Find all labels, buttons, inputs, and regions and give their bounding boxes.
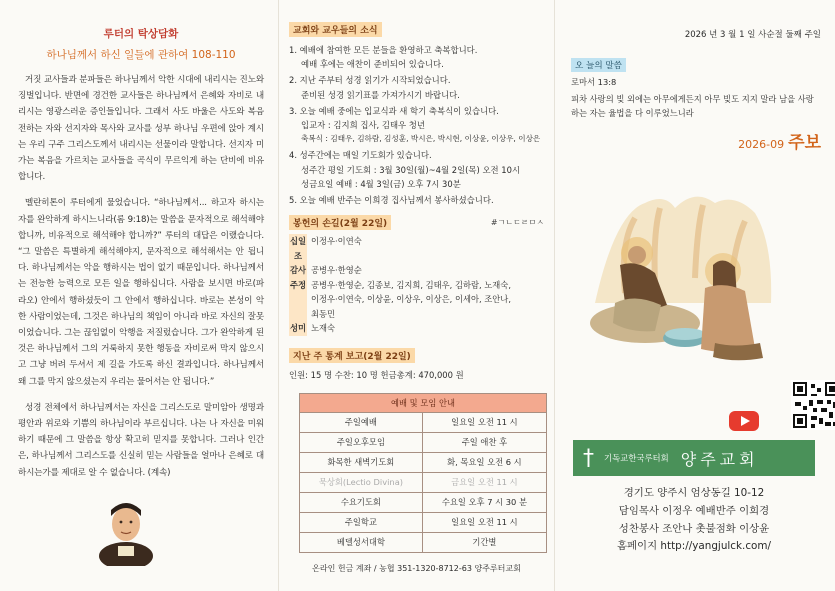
panel-cover [554, 0, 835, 591]
offering-row [289, 263, 544, 278]
offering-row [289, 234, 544, 263]
verse-text: 피차 사랑의 빚 외에는 아무에게든지 아무 빚도 지지 말라 남을 사랑하는 자는 율법을 다 이루었느니라 [571, 94, 814, 118]
schedule-time: 일요일 오전 11 시 [422, 412, 546, 432]
stats-text: 인원: 15 명 수찬: 10 명 헌금총계: 470,000 원 [289, 369, 464, 380]
stats-heading: 지난 주 통계 보고(2월 22일) [289, 348, 415, 363]
issue-number: 2026-09 [738, 138, 785, 151]
youtube-icon[interactable] [729, 411, 759, 431]
news-item-text: 2. 지난 주부터 성경 읽기가 시작되었습니다. [289, 75, 451, 86]
schedule-time: 기간별 [422, 532, 546, 552]
offering-names: 이정우·이연숙 [311, 236, 362, 247]
news-item-detail: 성주간 평일 기도회 : 3월 30일(월)~4월 2일(목) 오전 10시 [301, 164, 521, 175]
offering-names: 최동민 [311, 308, 336, 319]
news-item [289, 104, 544, 147]
qr-code-icon[interactable] [791, 380, 835, 430]
news-list [289, 43, 544, 207]
offering-row [289, 321, 544, 336]
church-staff: 담임목사 이정우 예배반주 이희경 [618, 504, 770, 517]
offering-heading: 봉헌의 손길(2월 22일) [289, 215, 391, 230]
offering-type: 감사 [289, 263, 307, 278]
news-item [289, 73, 544, 101]
news-item [289, 43, 544, 71]
article-title: 루터의 탁상담화 [103, 28, 179, 40]
verse-reference: 로마서 13:8 [571, 77, 617, 87]
offering-names: 공병우·한영순 [311, 265, 362, 276]
church-info [577, 485, 811, 556]
schedule-time: 일요일 오전 11 시 [422, 512, 546, 532]
schedule-name: 수요기도회 [300, 492, 423, 512]
table-row [300, 492, 547, 512]
offering-row [289, 307, 544, 322]
table-row [300, 452, 547, 472]
schedule-table-title: 예배 및 모임 안내 [300, 393, 547, 412]
panel-news [278, 0, 554, 591]
schedule-time: 화, 목요일 오전 6 시 [422, 452, 546, 472]
church-banner [573, 440, 815, 476]
offering-type [289, 307, 307, 322]
issue-label: 주보 [788, 133, 821, 153]
article-paragraph: 성경 전체에서 하나님께서는 자신을 그리스도로 말미암아 생명과 평안과 위로와 기쁨의 하나님이라 부르십니다. 나는 나 자신을 미워하기 때문에 그 말씀을 항상 확고히 믿지를 못합니다. 그러나 인간은, 하나님께서 그리스도를 신실히 믿는 사람들을 얼마나 은혜로 대하시는가를 제대로 알 수 없습니다. (계속) [18, 402, 264, 478]
schedule-time: 금요일 오전 11 시 [422, 472, 546, 492]
offering-row [289, 278, 544, 293]
table-row [300, 412, 547, 432]
offering-names: 공병우·한영순, 김종보, 김지희, 김태우, 김하람, 노재숙, [311, 279, 511, 290]
news-item-text: 1. 예배에 참여한 모든 분들을 환영하고 축복합니다. [289, 45, 478, 55]
offering-account: 온라인 헌금 계좌 / 농협 351-1320-8712-63 양주루터교회 [312, 563, 521, 573]
table-row [300, 472, 547, 492]
news-item-text: 4. 성주간에는 매일 기도회가 있습니다. [289, 150, 432, 161]
news-item-detail: 입교자 : 김지희 집사, 김태우 청년 [301, 120, 425, 131]
schedule-time: 수요일 오후 7 시 30 분 [422, 492, 546, 512]
church-homepage-link[interactable]: 홈페이지 http://yangjulck.com/ [616, 540, 772, 553]
offering-type: 십일조 [289, 234, 307, 263]
church-address: 경기도 양주시 엄상동길 10-12 [623, 487, 765, 499]
news-heading: 교회와 교우들의 소식 [289, 22, 382, 37]
offering-header [289, 215, 544, 230]
schedule-name: 주일학교 [300, 512, 423, 532]
schedule-name: 주일예배 [300, 412, 423, 432]
panel-luther-talk [0, 0, 278, 591]
schedule-table [299, 393, 547, 553]
news-item-detail: 준비된 성경 읽기표를 가져가시기 바랍니다. [301, 89, 460, 100]
news-item-detail: 예배 후에는 애찬이 준비되어 있습니다. [301, 59, 444, 70]
church-name: 양주교회 [680, 449, 759, 469]
offering-row [289, 292, 544, 307]
verse-heading: 오 늘의 말씀 [571, 58, 626, 72]
offering-type: 성미 [289, 321, 307, 336]
offering-hash-note: #ㄱㄴㄷㄹㅁㅅ [490, 218, 544, 228]
table-row [300, 432, 547, 452]
bulletin-issue [571, 128, 821, 153]
denomination-label: 기독교한국루터회 [604, 453, 669, 463]
bulletin-date: 2026 년 3 월 1 일 사순절 둘째 주일 [684, 30, 821, 40]
schedule-name: 베델성서대학 [300, 532, 423, 552]
schedule-name: 화목한 새벽기도회 [300, 452, 423, 472]
article-paragraph: 거짓 교사들과 분파들은 하나님께서 악한 시대에 내리시는 진노와 징벌입니다. 반면에 경건한 교사들은 하나님께서 은혜와 자비로 내리시는 영광스러운 증인들입니다. 그래서 사도 바울은 사도와 복음 전하는 자와 선지자와 목사와 교사를 성부 하나님 우편에 앉아 계시는 우리 구주 그리스도께서 내리시는 선물이라 말합니다. 선지자 미가는 복음을 가르치는 교사들을 곡식이 무르익게 하는 단비에 비유합니다. [18, 75, 264, 183]
offering-names: 이정우·이연숙, 이상윤, 이상우, 이상은, 이세아, 조안나, [311, 294, 511, 305]
church-volunteers: 성찬봉사 조안나 촛불점화 이상윤 [618, 522, 770, 535]
schedule-name: 묵상회(Lectio Divina) [300, 472, 423, 492]
offering-type: 주정 [289, 278, 307, 293]
table-row [300, 532, 547, 552]
cross-icon: † [583, 445, 594, 471]
table-row [300, 512, 547, 532]
news-item-text: 3. 오늘 예배 중에는 입교식과 새 학기 축복식이 있습니다. [289, 105, 499, 116]
offering-type [289, 292, 307, 307]
luther-portrait-illustration [98, 498, 154, 566]
news-item [289, 193, 544, 207]
news-item [289, 148, 544, 191]
news-item-detail: 축복식 : 김태우, 김하람, 김성훈, 박시은, 박시현, 이상윤, 이상우, 이상은 [301, 134, 541, 144]
offering-list [289, 234, 544, 336]
article-paragraph: 멜란히톤이 루터에게 물었습니다. “하나님께서... 하고자 하시는 자를 완악하게 하시느니라(롬 9:18)는 말씀을 문자적으로 해석해야 합니까, 비유적으로 해석해야 합니까?” 루터의 대답은 이랬습니다. “그 말씀은 특별하게 해석해야지, 문자적으로 해석해서는 안 됩니다. 하나님께서는 악을 행하시는 법이 없기 때문입니다. 하나님께서는 전능한 능력으로 모든 일을 행하십니다. 사람을 보시면 바로(파라오) 안에서 행하셨듯이 그 안에서 행하십니다. 바로는 본성이 악한 사람이었는데, 그것은 하나님의 책임이 아니라 바로 자신의 잘못이었습니다. 그는 끊임없이 악행을 저질렀습니다. 그가 완악하게 된 것은 하나님께서 그의 거룩하지 못한 행동을 자비로써 막지 않으시고 그냥 버려 두셔서 제 길을 가도록 하신 결과입니다. 하나님께서 왜 그를 막지 않으셨는지 우리는 물어서는 안 됩니다.” [18, 198, 264, 387]
offering-names: 노재숙 [311, 323, 336, 334]
schedule-time: 주일 애찬 후 [422, 432, 546, 452]
schedule-name: 주일오후모임 [300, 432, 423, 452]
news-item-detail: 성금요일 예배 : 4월 3일(금) 오후 7시 30분 [301, 178, 461, 189]
article-subtitle: 하나님께서 하신 일들에 관하여 108-110 [46, 49, 236, 61]
foot-washing-illustration [585, 173, 777, 371]
news-item-text: 5. 오늘 예배 반주는 이희경 집사님께서 봉사하셨습니다. [289, 195, 494, 206]
